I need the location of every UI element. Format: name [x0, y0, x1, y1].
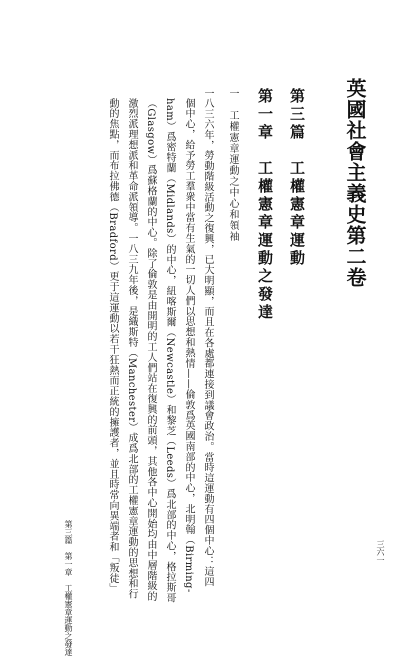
page-number: 三六一: [376, 540, 385, 564]
body-line-5: 激烈派理想派和革命派領導。一八三九年後，是織斯特（Manchester）成爲北部的工權憲章運動的思想和行: [126, 98, 137, 600]
running-footer: 第三篇 第一章 工權憲章運動之發達: [64, 520, 73, 656]
body-line-1: 一八三六年，勞動階級活動之復興，已大明顯，而且在各處都連接到議會政治。當時這運動有四個中心：這四: [202, 88, 213, 588]
section-heading: 一 工權憲章運動之中心和領袖: [227, 88, 238, 242]
body-line-2: 個中心，給予勞工羣衆中當有生氣的一切人們以思想和熱情——倫敦爲英國南部的中心，北明翰（Birming-: [183, 98, 194, 593]
body-line-4: （Glasgow）爲蘇格蘭的中心。除了倫敦是由開明的工人們站在復興的前頭，其他各中心開始均由中層階級的: [145, 98, 156, 602]
chapter-heading: 第一章 工權憲章運動之發達: [256, 88, 274, 322]
part-heading: 第三篇 工權憲章運動: [288, 88, 306, 268]
body-line-6: 動的焦點，而布拉佛德（Bradford）更于這運動以若干狂熱而正統的擁護者，並且時常向異端者和「叛徒」: [107, 98, 118, 594]
body-line-3: ham）爲密特蘭（Midlands）的中心，紐喀斯爾（Newcastle）和黎芝（Leeds）爲北部的中心，格拉斯哥: [164, 98, 175, 604]
book-title: 英國社會主義史第二卷: [343, 78, 367, 288]
